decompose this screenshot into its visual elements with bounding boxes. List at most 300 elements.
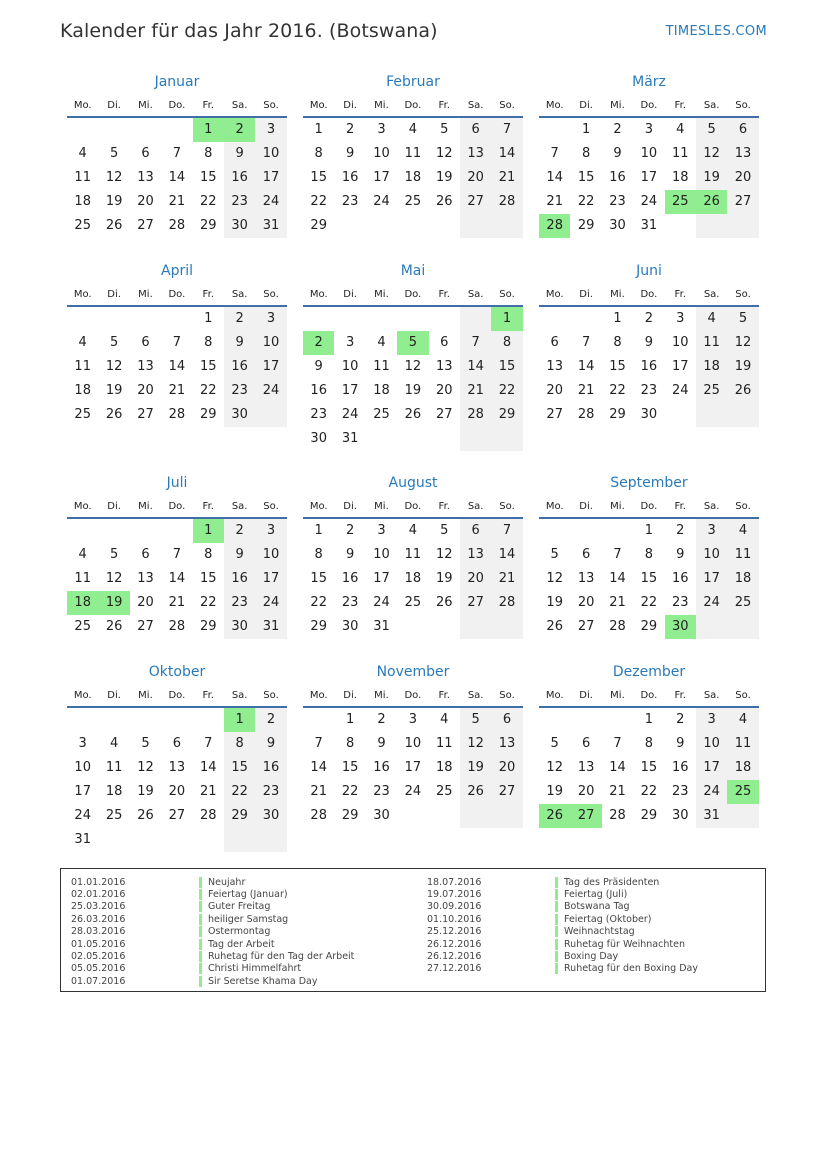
- legend-holiday-name: Christi Himmelfahrt: [208, 963, 302, 975]
- holiday-color-marker: [199, 889, 202, 900]
- day-cell: 18: [74, 383, 91, 398]
- day-cell: 17: [373, 571, 390, 586]
- weekday-label: Di.: [343, 689, 357, 701]
- month-calendar: [303, 660, 523, 828]
- weekday-label: Mi.: [138, 288, 153, 300]
- week-row: [539, 214, 759, 238]
- weekday-label: Sa.: [703, 500, 720, 512]
- holiday-color-marker: [199, 901, 202, 912]
- weekday-header: [303, 495, 523, 517]
- week-row: [303, 567, 523, 591]
- week-row: [539, 708, 759, 732]
- empty-cell: [727, 214, 758, 238]
- day-cell: 30: [341, 619, 359, 634]
- week-row: [303, 543, 523, 567]
- day-cell: 24: [341, 407, 359, 422]
- day-cell: 28: [577, 407, 595, 422]
- week-row: [303, 780, 523, 804]
- day-cell: 12: [460, 732, 491, 756]
- day-cell: 17: [341, 383, 359, 398]
- day-cell: 29: [310, 218, 327, 233]
- holiday-color-marker: [555, 901, 558, 912]
- empty-cell: [67, 519, 98, 543]
- day-cell: 5: [727, 307, 758, 331]
- day-cell: 28: [168, 407, 186, 422]
- day-cell: 3: [676, 311, 685, 326]
- day-cell: 13: [577, 571, 595, 586]
- day-cell: 20: [491, 756, 522, 780]
- empty-cell: [602, 519, 633, 543]
- day-cell: 16: [341, 170, 359, 185]
- day-cell: 21: [310, 784, 327, 799]
- day-cell: 10: [255, 331, 286, 355]
- day-cell: 26: [727, 379, 758, 403]
- empty-cell: [161, 307, 192, 331]
- day-cell: 17: [671, 359, 689, 374]
- week-row: [539, 355, 759, 379]
- week-row: [539, 519, 759, 543]
- weekday-label: Di.: [579, 288, 593, 300]
- day-cell: 15: [310, 170, 327, 185]
- day-cell: 10: [671, 335, 689, 350]
- day-cell: 1: [613, 311, 622, 326]
- day-cell: 25: [74, 619, 91, 634]
- day-cell: 13: [137, 359, 154, 374]
- month-calendar: [67, 259, 287, 427]
- day-cell: 12: [435, 146, 453, 161]
- week-row: [539, 379, 759, 403]
- holiday-color-marker: [555, 914, 558, 925]
- day-cell: 20: [137, 595, 154, 610]
- day-cell: 6: [550, 335, 559, 350]
- day-cell: 27: [577, 619, 595, 634]
- day-cell: 20: [577, 784, 595, 799]
- weekday-label: Fr.: [438, 689, 450, 701]
- day-cell: 4: [377, 335, 386, 350]
- month-calendar: [67, 70, 287, 238]
- day-cell: 29: [640, 808, 658, 823]
- legend-date: 26.12.2016: [427, 951, 482, 963]
- day-cell: 6: [141, 335, 150, 350]
- day-cell: 24: [671, 383, 689, 398]
- day-cell: 11: [727, 543, 758, 567]
- day-cell: 3: [644, 122, 653, 137]
- day-cell: 2: [676, 523, 685, 538]
- weekday-label: Mi.: [374, 288, 389, 300]
- legend-row: [71, 963, 354, 975]
- day-cell: 8: [581, 146, 591, 161]
- empty-cell: [460, 214, 491, 238]
- week-row: [539, 732, 759, 756]
- day-cell: 20: [137, 194, 154, 209]
- month-days: [539, 307, 759, 427]
- day-cell: 8: [314, 547, 323, 562]
- day-cell: 7: [204, 736, 213, 751]
- month-calendar: [67, 660, 287, 852]
- weekday-label: Do.: [640, 500, 658, 512]
- weekday-header: [303, 283, 523, 305]
- week-row: [67, 780, 287, 804]
- week-row: [303, 804, 523, 828]
- day-cell: 1: [314, 523, 323, 538]
- day-cell: 13: [137, 571, 154, 586]
- holiday-legend: [60, 868, 766, 992]
- week-row: [539, 403, 759, 427]
- day-cell: 7: [172, 146, 181, 161]
- day-cell: 23: [224, 591, 255, 615]
- day-cell: 4: [109, 736, 119, 751]
- weekday-label: Mi.: [374, 500, 389, 512]
- month-calendar: [539, 70, 759, 238]
- day-cell: 25: [727, 591, 758, 615]
- day-cell: 9: [224, 142, 255, 166]
- day-cell: 7: [460, 331, 491, 355]
- day-cell: 5: [460, 708, 491, 732]
- legend-row: [71, 901, 354, 913]
- day-cell: 3: [696, 708, 727, 732]
- day-cell: 21: [168, 595, 186, 610]
- day-cell: 13: [460, 142, 491, 166]
- empty-cell: [255, 828, 286, 852]
- day-cell: 21: [199, 784, 217, 799]
- empty-cell: [67, 307, 98, 331]
- week-row: [303, 403, 523, 427]
- day-cell: 19: [460, 756, 491, 780]
- day-cell: 8: [644, 736, 653, 751]
- day-cell: 28: [199, 808, 217, 823]
- legend-row: [427, 901, 698, 913]
- week-row: [67, 567, 287, 591]
- empty-cell: [491, 427, 522, 451]
- day-cell: 15: [199, 571, 217, 586]
- empty-cell: [602, 708, 633, 732]
- day-cell: 15: [310, 571, 327, 586]
- week-row: [303, 190, 523, 214]
- day-cell: 18: [727, 756, 758, 780]
- month-calendar: [303, 471, 523, 639]
- month-name: März: [632, 74, 666, 90]
- month-name: Juli: [166, 475, 188, 491]
- weekday-header: [67, 94, 287, 116]
- day-cell: 30: [224, 403, 255, 427]
- day-cell: 2: [224, 307, 255, 331]
- legend-holiday-name: Sir Seretse Khama Day: [208, 975, 318, 987]
- week-row: [67, 615, 287, 639]
- week-row: [539, 190, 759, 214]
- day-cell: 15: [640, 571, 658, 586]
- weekday-label: Fr.: [202, 99, 214, 111]
- month-calendar: [539, 471, 759, 639]
- month-name: Februar: [386, 74, 440, 90]
- day-cell: 26: [435, 194, 453, 209]
- legend-date: 25.12.2016: [427, 926, 482, 938]
- weekday-label: Fr.: [674, 689, 686, 701]
- weekday-label: Fr.: [438, 500, 450, 512]
- day-cell: 9: [676, 736, 685, 751]
- day-cell: 12: [105, 359, 123, 374]
- day-cell: 10: [640, 146, 658, 161]
- day-cell: 30: [671, 808, 689, 823]
- day-cell: 25: [404, 595, 422, 610]
- weekday-label: Do.: [404, 99, 422, 111]
- day-cell: 18: [435, 760, 453, 775]
- day-cell: 3: [78, 736, 87, 751]
- day-cell: 31: [696, 804, 727, 828]
- weekday-label: Do.: [168, 99, 186, 111]
- day-cell: 1: [644, 712, 653, 727]
- weekday-label: So.: [263, 500, 279, 512]
- week-row: [539, 166, 759, 190]
- weekday-header: [539, 94, 759, 116]
- legend-date: 01.01.2016: [71, 876, 126, 888]
- holiday-day-cell: 26: [539, 804, 570, 828]
- empty-cell: [727, 804, 758, 828]
- day-cell: 19: [105, 383, 123, 398]
- month-days: [303, 307, 523, 451]
- day-cell: 24: [255, 379, 286, 403]
- day-cell: 16: [373, 760, 390, 775]
- day-cell: 13: [491, 732, 522, 756]
- day-cell: 21: [460, 379, 491, 403]
- weekday-header: [67, 495, 287, 517]
- day-cell: 1: [644, 523, 653, 538]
- day-cell: 29: [199, 619, 217, 634]
- empty-cell: [665, 214, 696, 238]
- day-cell: 19: [404, 383, 422, 398]
- empty-cell: [303, 307, 334, 331]
- weekday-label: Mo.: [545, 689, 564, 701]
- empty-cell: [429, 615, 460, 639]
- month-name: Mai: [400, 263, 426, 279]
- week-row: [303, 331, 523, 355]
- day-cell: 27: [137, 218, 154, 233]
- week-row: [303, 307, 523, 331]
- week-row: [539, 780, 759, 804]
- empty-cell: [130, 708, 161, 732]
- day-cell: 5: [550, 547, 559, 562]
- legend-row: [427, 913, 698, 925]
- day-cell: 12: [546, 760, 563, 775]
- day-cell: 27: [460, 591, 491, 615]
- day-cell: 6: [491, 708, 522, 732]
- month-days: [539, 708, 759, 828]
- week-row: [303, 591, 523, 615]
- day-cell: 12: [727, 331, 758, 355]
- day-cell: 4: [78, 335, 87, 350]
- month-name: Oktober: [148, 664, 206, 680]
- day-cell: 9: [345, 146, 355, 161]
- legend-holiday-name: Feiertag (Juli): [564, 889, 628, 901]
- day-cell: 26: [435, 595, 453, 610]
- week-row: [303, 732, 523, 756]
- day-cell: 9: [676, 547, 685, 562]
- month-days: [67, 118, 287, 238]
- weekday-label: Fr.: [202, 288, 214, 300]
- day-cell: 10: [696, 543, 727, 567]
- holiday-day-cell: 25: [727, 780, 758, 804]
- legend-date: 02.01.2016: [71, 889, 126, 901]
- day-cell: 20: [460, 166, 491, 190]
- day-cell: 17: [74, 784, 91, 799]
- weekday-label: Mo.: [545, 288, 564, 300]
- legend-row: [71, 913, 354, 925]
- day-cell: 7: [491, 118, 522, 142]
- empty-cell: [539, 708, 570, 732]
- day-cell: 26: [105, 407, 123, 422]
- day-cell: 6: [460, 118, 491, 142]
- weekday-header: [67, 283, 287, 305]
- empty-cell: [397, 804, 428, 828]
- empty-cell: [67, 118, 98, 142]
- weekday-label: Fr.: [674, 99, 686, 111]
- weekday-label: Do.: [404, 500, 422, 512]
- empty-cell: [460, 615, 491, 639]
- day-cell: 15: [640, 760, 658, 775]
- weekday-label: Fr.: [438, 288, 450, 300]
- day-cell: 26: [404, 407, 422, 422]
- week-row: [67, 190, 287, 214]
- empty-cell: [727, 615, 758, 639]
- weekday-label: Di.: [343, 99, 357, 111]
- empty-cell: [193, 708, 224, 732]
- day-cell: 23: [224, 190, 255, 214]
- month-days: [303, 708, 523, 828]
- week-row: [539, 804, 759, 828]
- day-cell: 7: [172, 547, 181, 562]
- day-cell: 17: [255, 355, 286, 379]
- day-cell: 2: [345, 523, 355, 538]
- holiday-day-cell: 1: [491, 307, 522, 331]
- day-cell: 22: [199, 383, 217, 398]
- legend-date: 26.12.2016: [427, 938, 482, 950]
- month-days: [67, 307, 287, 427]
- weekday-label: Mi.: [374, 99, 389, 111]
- day-cell: 27: [727, 190, 758, 214]
- empty-cell: [460, 307, 491, 331]
- weekday-label: Do.: [168, 500, 186, 512]
- day-cell: 2: [676, 712, 685, 727]
- day-cell: 13: [435, 359, 453, 374]
- day-cell: 16: [341, 571, 359, 586]
- month-name: Juni: [636, 263, 662, 279]
- day-cell: 8: [204, 146, 213, 161]
- week-row: [303, 756, 523, 780]
- brand-link[interactable]: TIMESLES.COM: [665, 24, 767, 39]
- day-cell: 28: [168, 218, 186, 233]
- holiday-color-marker: [555, 939, 558, 950]
- empty-cell: [98, 519, 129, 543]
- legend-row: [71, 938, 354, 950]
- day-cell: 16: [671, 760, 689, 775]
- week-row: [303, 118, 523, 142]
- weekday-label: Fr.: [674, 500, 686, 512]
- holiday-day-cell: 19: [98, 591, 129, 615]
- weekday-label: Mo.: [309, 689, 328, 701]
- day-cell: 26: [105, 619, 123, 634]
- day-cell: 3: [255, 307, 286, 331]
- day-cell: 24: [255, 190, 286, 214]
- day-cell: 21: [609, 595, 626, 610]
- empty-cell: [491, 214, 522, 238]
- weekday-label: Mo.: [73, 99, 92, 111]
- week-row: [303, 615, 523, 639]
- week-row: [303, 379, 523, 403]
- legend-holiday-name: Ruhetag für Weihnachten: [564, 938, 685, 950]
- day-cell: 12: [435, 547, 453, 562]
- empty-cell: [303, 708, 334, 732]
- empty-cell: [429, 427, 460, 451]
- day-cell: 23: [255, 780, 286, 804]
- day-cell: 4: [676, 122, 685, 137]
- day-cell: 6: [460, 519, 491, 543]
- legend-holiday-name: Tag der Arbeit: [208, 938, 275, 950]
- empty-cell: [255, 403, 286, 427]
- holiday-color-marker: [199, 914, 202, 925]
- day-cell: 14: [577, 359, 595, 374]
- empty-cell: [334, 214, 365, 238]
- week-row: [67, 331, 287, 355]
- day-cell: 18: [373, 383, 390, 398]
- holiday-day-cell: 1: [224, 708, 255, 732]
- weekday-label: Mi.: [138, 99, 153, 111]
- day-cell: 8: [644, 547, 653, 562]
- week-row: [67, 519, 287, 543]
- empty-cell: [397, 214, 428, 238]
- day-cell: 31: [341, 431, 359, 446]
- day-cell: 10: [373, 547, 390, 562]
- day-cell: 12: [546, 571, 563, 586]
- day-cell: 8: [204, 335, 213, 350]
- day-cell: 31: [640, 218, 658, 233]
- weekday-label: Di.: [107, 99, 121, 111]
- legend-holiday-name: Neujahr: [208, 876, 246, 888]
- day-cell: 28: [491, 190, 522, 214]
- week-row: [303, 166, 523, 190]
- day-cell: 27: [168, 808, 186, 823]
- day-cell: 21: [168, 383, 186, 398]
- empty-cell: [130, 828, 161, 852]
- day-cell: 28: [491, 591, 522, 615]
- day-cell: 24: [640, 194, 658, 209]
- day-cell: 13: [460, 543, 491, 567]
- day-cell: 11: [74, 170, 91, 185]
- week-row: [303, 708, 523, 732]
- weekday-label: Do.: [640, 689, 658, 701]
- holiday-color-marker: [199, 939, 202, 950]
- holiday-day-cell: 18: [67, 591, 98, 615]
- day-cell: 11: [671, 146, 689, 161]
- day-cell: 22: [341, 784, 359, 799]
- weekday-label: Mo.: [545, 500, 564, 512]
- day-cell: 5: [696, 118, 727, 142]
- weekday-header: [539, 495, 759, 517]
- week-row: [67, 708, 287, 732]
- day-cell: 22: [640, 784, 658, 799]
- day-cell: 13: [137, 170, 154, 185]
- legend-holiday-name: Ostermontag: [208, 926, 271, 938]
- legend-row: [71, 876, 354, 888]
- day-cell: 7: [172, 335, 181, 350]
- day-cell: 26: [137, 808, 154, 823]
- day-cell: 16: [310, 383, 327, 398]
- weekday-label: Mi.: [610, 99, 625, 111]
- empty-cell: [397, 307, 428, 331]
- weekday-label: Sa.: [231, 288, 248, 300]
- holiday-day-cell: 28: [539, 214, 570, 238]
- empty-cell: [570, 519, 601, 543]
- day-cell: 7: [613, 736, 622, 751]
- day-cell: 9: [377, 736, 386, 751]
